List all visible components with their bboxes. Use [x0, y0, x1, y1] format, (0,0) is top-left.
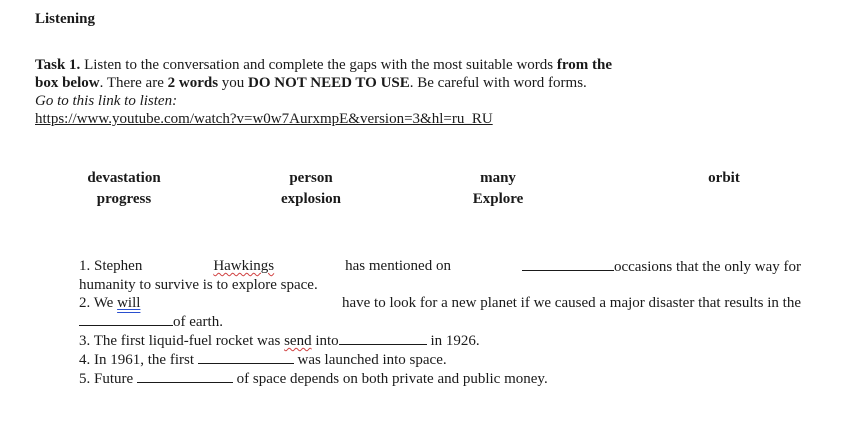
q1-part-b: has mentioned on [345, 258, 451, 274]
task-text-4: . Be careful with word forms. [409, 75, 587, 91]
word-box [0, 170, 857, 212]
question-1-line-1 [79, 257, 801, 276]
q1-gap-line[interactable] [522, 257, 801, 276]
task-bold-from-the: from the [556, 57, 613, 73]
word-orbit: orbit [708, 170, 740, 186]
q5-part-a: 5. Future [79, 371, 134, 387]
q3-part-a: 3. The first liquid-fuel rocket was [79, 333, 281, 349]
question-5 [79, 369, 801, 388]
q4-gap[interactable] [198, 350, 294, 364]
word-person: person [289, 170, 333, 186]
q1-part-c: occasions that the only way for [613, 259, 801, 275]
q5-gap[interactable] [137, 369, 233, 383]
q3-gap[interactable] [339, 331, 427, 345]
question-2-line-2 [79, 312, 801, 331]
question-4 [79, 350, 801, 369]
task-text-1: Listen to the conversation and complete the gaps with the most suitable words [80, 57, 557, 73]
task-bold-do-not-need: DO NOT NEED TO USE [248, 75, 410, 91]
task-text-2: . There are [99, 75, 168, 91]
word-explore: Explore [472, 191, 524, 207]
word-many: many [480, 170, 516, 186]
q3-part-c: in 1926. [430, 333, 480, 349]
question-3 [79, 331, 801, 350]
q4-part-a: 4. In 1961, the first [79, 352, 194, 368]
task-bold-2-words: 2 words [167, 75, 219, 91]
task-line-2 [35, 74, 825, 92]
q3-send: send [284, 333, 312, 349]
q2-part-c: of earth. [173, 314, 223, 330]
task-label: Task 1. [35, 57, 81, 73]
q1-hawkings: Hawkings [213, 258, 275, 274]
question-2-line-1 [79, 294, 801, 312]
q3-part-b: into [315, 333, 339, 349]
q2-part-a: 2. We [79, 295, 114, 311]
q2-part-b: have to look for a new planet if we caused a major disaster that results in the [341, 295, 801, 311]
task-instructions [35, 56, 825, 128]
word-progress: progress [96, 191, 152, 207]
q2-lead [79, 294, 140, 312]
listen-note: Go to this link to listen: [35, 93, 178, 109]
video-link[interactable]: https://www.youtube.com/watch?v=w0w7AurxmpE&version=3&hl=ru_RU [35, 111, 493, 127]
q4-part-b: was launched into space. [297, 352, 447, 368]
q2-gap[interactable] [79, 312, 173, 326]
task-text-3: you [218, 75, 249, 91]
word-explosion: explosion [280, 191, 342, 207]
question-1-line-2: humanity to survive is to explore space. [79, 277, 318, 293]
q2-will: will [117, 295, 141, 311]
q5-part-b: of space depends on both private and public money. [236, 371, 548, 387]
question-list [79, 257, 801, 388]
task-bold-box-below: box below [35, 75, 100, 91]
word-devastation: devastation [87, 170, 161, 186]
section-heading: Listening [35, 11, 96, 27]
q1-part-a: 1. Stephen [79, 258, 143, 274]
q1-gap[interactable] [522, 257, 614, 271]
task-line-1 [35, 56, 825, 74]
